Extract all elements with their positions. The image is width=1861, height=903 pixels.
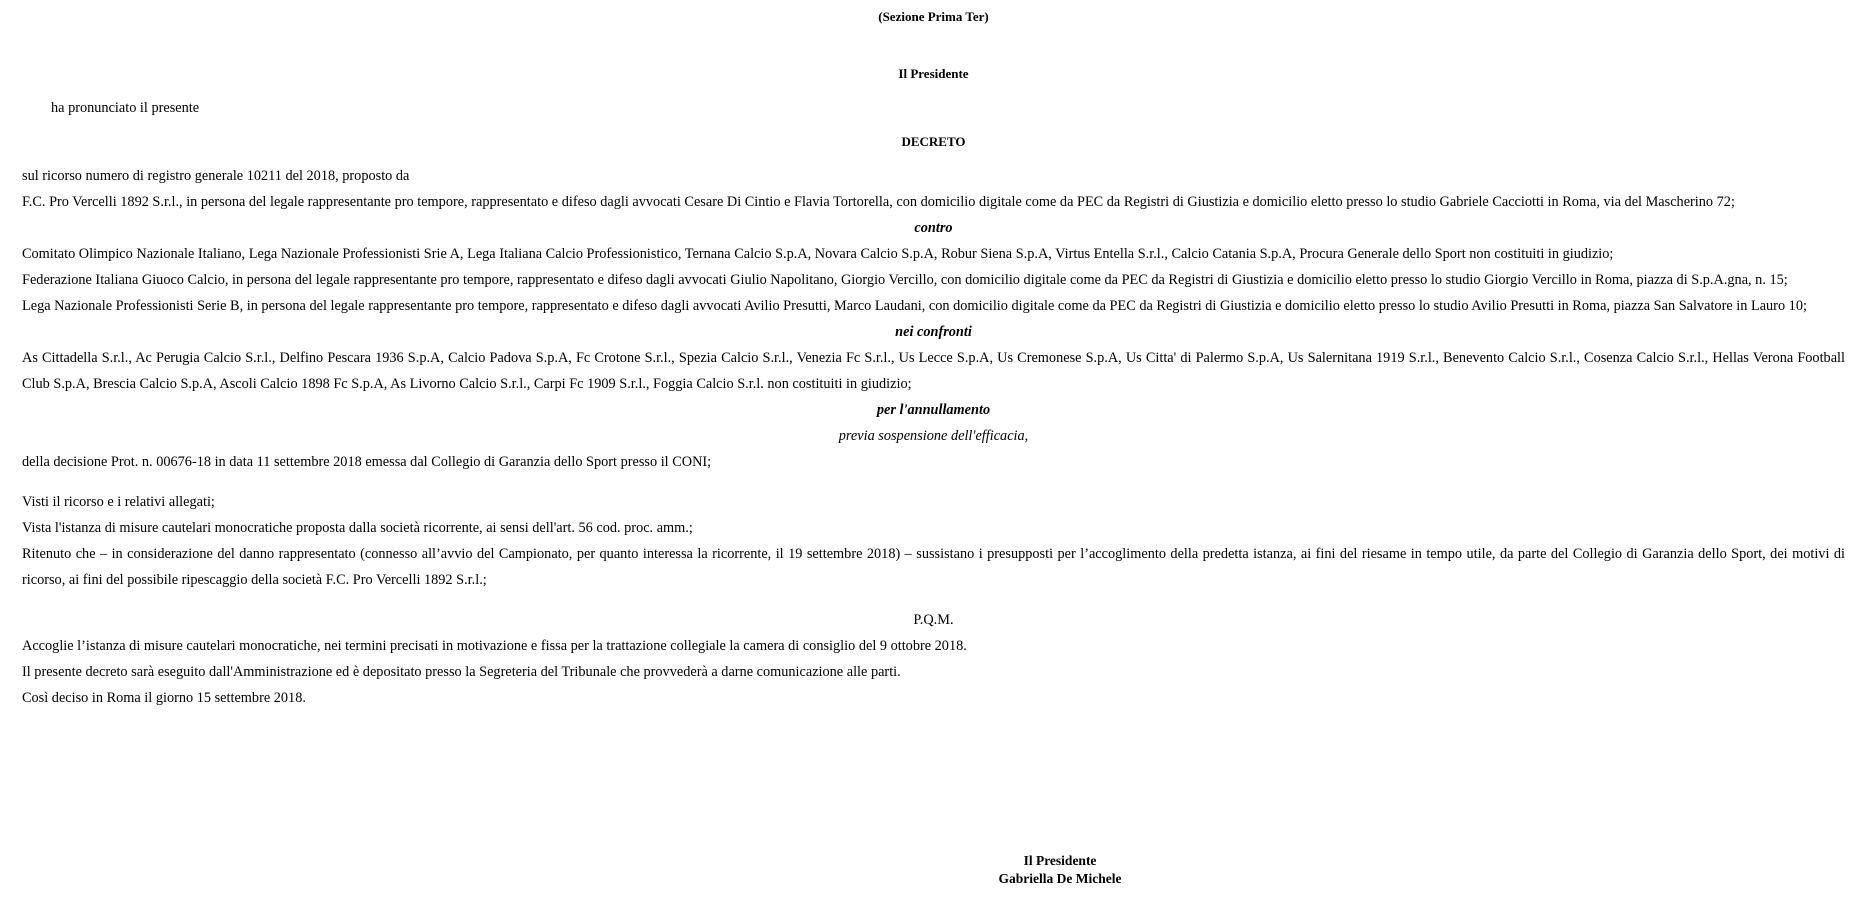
held-paragraph: Ritenuto che – in considerazione del danno rappresentato (connesso all’avvio del Campionato, per quanto interessa la ricorrente, il 19 settembre 2018) – sussistano i presupposti per l’accoglimento della predetta istanza, ai fini del riesame in tempo utile, da parte del Collegio di Garanzia dello Sport, dei motivi di ricorso, ai fini del possibile ripescaggio della società F.C. Pro Vercelli 1892 S.r.l.; [22,546,1845,588]
ruling-line-3: Così deciso in Roma il giorno 15 settembre 2018. [22,690,306,706]
decree-title: DECRETO [901,134,966,149]
intro-line: ha pronunciato il presente [51,100,200,116]
pqm-heading: P.Q.M. [913,612,954,628]
respondent-paragraph-1: Comitato Olimpico Nazionale Italiano, Lega Nazionale Professionisti Srie A, Lega Italiana Calcio Professionistico, Ternana Calcio S.p.A, Novara Calcio S.p.A, Robur Siena S.p.A, Virtus Entella S.r.l., Calcio Catania S.p.A, Procura Generale dello Sport non costituiti in giudizio; [22,246,1614,262]
ruling-line-2: Il presente decreto sarà eseguito dall'Amministrazione ed è depositato presso la Segreteria del Tribunale che provvederà a darne comunicazione alle parti. [22,664,901,680]
signature-title: Il Presidente [1023,853,1097,868]
respondent-paragraph-3: Lega Nazionale Professionisti Serie B, in persona del legale rappresentante pro tempore, rappresentato e difeso dagli avvocati Avilio Presutti, Marco Laudani, con domicilio digitale come da PEC da Registri di Giustizia e domicilio eletto presso lo studio Avilio Presutti in Roma, piazza San Salvatore in Lauro 10; [22,298,1807,314]
against-label: contro [914,220,953,236]
decision-paragraph: della decisione Prot. n. 00676-18 in data 11 settembre 2018 emessa dal Collegio di Garanzia dello Sport presso il CONI; [22,454,712,470]
counterparts-label: nei confronti [895,324,972,340]
decree-document [22,4,1845,711]
applicant-paragraph: F.C. Pro Vercelli 1892 S.r.l., in persona del legale rappresentante pro tempore, rappresentato e difeso dagli avvocati Cesare Di Cintio e Flavia Tortorella, con domicilio digitale come da PEC da Registri di Giustizia e domicilio eletto presso lo studio Gabriele Cacciotti in Roma, via del Mascherino 72; [22,194,1735,210]
signature-name: Gabriella De Michele [998,871,1122,886]
suspension-label: previa sospensione dell'efficacia, [838,428,1029,444]
signature-block [960,852,1160,888]
recourse-intro: sul ricorso numero di registro generale 10211 del 2018, proposto da [22,168,410,184]
annulment-label: per l'annullamento [876,402,991,418]
president-heading: Il Presidente [898,66,969,81]
seen-paragraph-1: Visti il ricorso e i relativi allegati; [22,494,215,510]
section-heading: (Sezione Prima Ter) [878,9,989,24]
ruling-line-1: Accoglie l’istanza di misure cautelari monocratiche, nei termini precisati in motivazione e fissa per la trattazione collegiale la camera di consiglio del 9 ottobre 2018. [22,638,967,654]
respondent-paragraph-2: Federazione Italiana Giuoco Calcio, in persona del legale rappresentante pro tempore, rappresentato e difeso dagli avvocati Giulio Napolitano, Giorgio Vercillo, con domicilio digitale come da PEC da Registri di Giustizia e domicilio eletto presso lo studio Giorgio Vercillo in Roma, piazza di S.p.A.gna, n. 15; [22,272,1788,288]
seen-paragraph-2: Vista l'istanza di misure cautelari monocratiche proposta dalla società ricorrente, ai sensi dell'art. 56 cod. proc. amm.; [22,520,693,536]
counterparts-paragraph: As Cittadella S.r.l., Ac Perugia Calcio S.r.l., Delfino Pescara 1936 S.p.A, Calcio Padova S.p.A, Fc Crotone S.r.l., Spezia Calcio S.r.l., Venezia Fc S.r.l., Us Lecce S.p.A, Us Cremonese S.p.A, Us Citta' di Palermo S.p.A, Us Salernitana 1919 S.r.l., Benevento Calcio S.r.l., Cosenza Calcio S.r.l., Hellas Verona Football Club S.p.A, Brescia Calcio S.p.A, Ascoli Calcio 1898 Fc S.p.A, As Livorno Calcio S.r.l., Carpi Fc 1909 S.r.l., Foggia Calcio S.r.l. non costituiti in giudizio; [22,350,1845,392]
